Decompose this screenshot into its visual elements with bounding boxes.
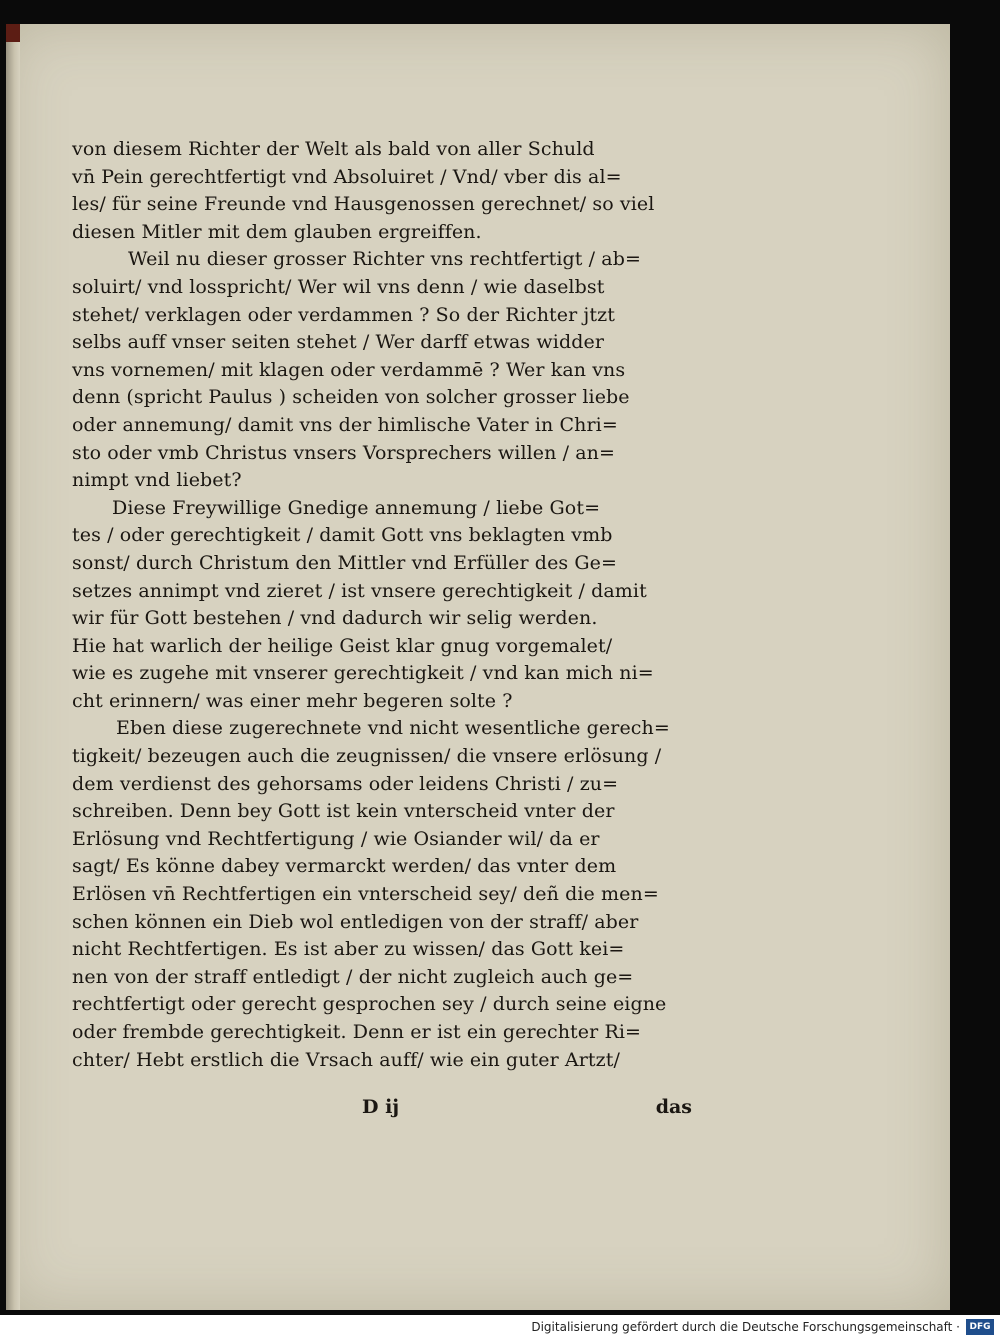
credit-bar xyxy=(0,1315,1000,1340)
text-line: nimpt vnd liebet? xyxy=(72,469,242,492)
text-line: vn̄ Pein gerechtfertigt vnd Absoluiret / Vnd/ vber dis al= xyxy=(72,165,622,188)
text-line: selbs auff vnser seiten stehet / Wer darff etwas widder xyxy=(72,331,605,354)
page-text-block xyxy=(72,136,704,1074)
text-line: sto oder vmb Christus vnsers Vorsprechers willen / an= xyxy=(72,441,616,464)
text-line: schreiben. Denn bey Gott ist kein vnterscheid vnter der xyxy=(72,800,615,823)
page-gutter-edge xyxy=(6,24,20,1310)
text-line: denn (spricht Paulus ) scheiden von solcher grosser liebe xyxy=(72,386,630,409)
funding-credit: Digitalisierung gefördert durch die Deutsche Forschungsgemeinschaft · xyxy=(531,1320,960,1334)
text-line: cht erinnern/ was einer mehr begeren solte ? xyxy=(72,689,513,712)
text-line: sonst/ durch Christum den Mittler vnd Erfüller des Ge= xyxy=(72,551,618,574)
text-line: schen können ein Dieb wol entledigen von der straff/ aber xyxy=(72,910,639,933)
text-line: Erlösung vnd Rechtfertigung / wie Osiander wil/ da er xyxy=(72,827,600,850)
text-line: vns vornemen/ mit klagen oder verdammē ? Wer kan vns xyxy=(72,358,626,381)
binding-corner-mark xyxy=(6,24,20,42)
text-line: von diesem Richter der Welt als bald von aller Schuld xyxy=(72,138,595,160)
text-line: chter/ Hebt erstlich die Vrsach auff/ wie ein guter Artzt/ xyxy=(72,1048,621,1071)
text-line: dem verdienst des gehorsams oder leidens Christi / zu= xyxy=(72,772,619,795)
text-line: sagt/ Es könne dabey vermarckt werden/ das vnter dem xyxy=(72,855,617,878)
text-line: setzes annimpt vnd zieret / ist vnsere gerechtigkeit / damit xyxy=(72,579,647,602)
text-line: Erlösen vn̄ Rechtfertigen ein vnterscheid sey/ deñ die men= xyxy=(72,883,659,906)
text-line: diesen Mitler mit dem glauben ergreiffen. xyxy=(72,220,482,243)
page-footer xyxy=(72,1096,704,1124)
signature-mark: D ij xyxy=(362,1096,400,1118)
text-line: wir für Gott bestehen / vnd dadurch wir selig werden. xyxy=(72,607,598,630)
catchword: das xyxy=(655,1096,692,1118)
text-line: Hie hat warlich der heilige Geist klar gnug vorgemalet/ xyxy=(72,634,613,657)
text-line: wie es zugehe mit vnserer gerechtigkeit / vnd kan mich ni= xyxy=(72,662,654,685)
text-line: oder annemung/ damit vns der himlische Vater in Chri= xyxy=(72,413,618,436)
text-line: rechtfertigt oder gerecht gesprochen sey / durch seine eigne xyxy=(72,993,667,1016)
text-line: tigkeit/ bezeugen auch die zeugnissen/ die vnsere erlösung / xyxy=(72,745,662,768)
text-line: soluirt/ vnd losspricht/ Wer wil vns denn / wie daselbst xyxy=(72,275,605,298)
text-line: stehet/ verklagen oder verdammen ? So der Richter jtzt xyxy=(72,303,616,326)
text-line: oder frembde gerechtigkeit. Denn er ist ein gerechter Ri= xyxy=(72,1021,642,1043)
text-line-paragraph-start: Diese Freywillige Gnedige annemung / liebe Got= xyxy=(112,496,601,519)
text-line: tes / oder gerechtigkeit / damit Gott vns beklagten vmb xyxy=(72,524,613,547)
text-line: nicht Rechtfertigen. Es ist aber zu wissen/ das Gott kei= xyxy=(72,938,625,961)
book-page xyxy=(6,24,950,1310)
text-line: les/ für seine Freunde vnd Hausgenossen gerechnet/ so viel xyxy=(72,193,655,216)
text-line: nen von der straff entledigt / der nicht zugleich auch ge= xyxy=(72,965,634,988)
text-line-paragraph-start: Eben diese zugerechnete vnd nicht wesentliche gerech= xyxy=(116,717,670,740)
text-line-paragraph-start: Weil nu dieser grosser Richter vns rechtfertigt / ab= xyxy=(128,248,642,271)
dfg-logo: DFG xyxy=(966,1319,994,1335)
